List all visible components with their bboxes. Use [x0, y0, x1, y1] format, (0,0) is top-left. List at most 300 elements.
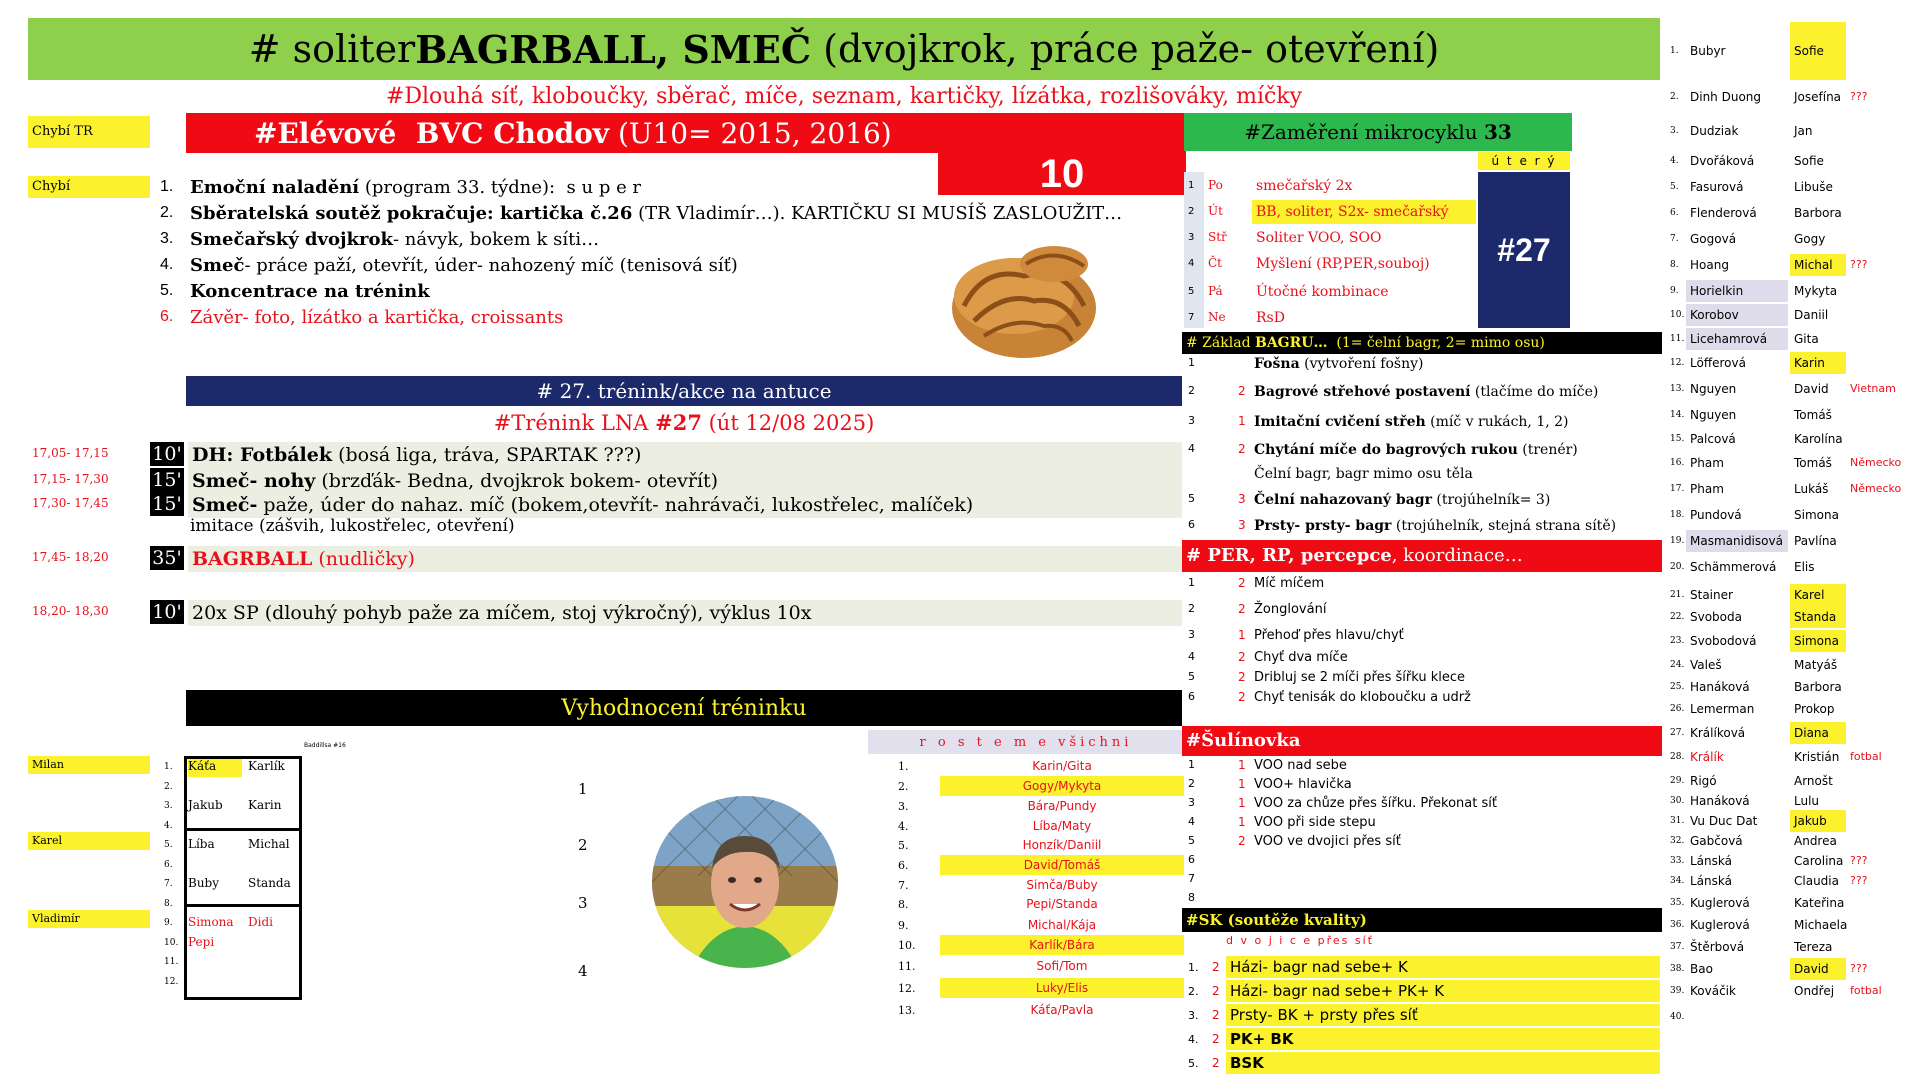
day-name: Pá	[1208, 284, 1223, 298]
quality-number: 2.	[1188, 985, 1199, 998]
group-player: Karlík	[248, 759, 285, 773]
day-number: 7	[1188, 312, 1195, 323]
group-player: Standa	[248, 876, 291, 890]
group-player: Pepi	[188, 934, 215, 949]
sulinovka-level: 1	[1238, 815, 1246, 829]
roster-surname: Pham	[1690, 456, 1724, 470]
roster-surname: Vu Duc Dat	[1690, 814, 1758, 828]
perception-item	[1182, 602, 1662, 622]
sulinovka-item	[1182, 777, 1662, 795]
roster-number: 15.	[1670, 434, 1685, 444]
schedule-row	[188, 442, 1182, 468]
day-label: ú t e r ý	[1478, 152, 1570, 170]
group-number: 10.	[164, 937, 179, 948]
roster-surname: Nguyen	[1690, 382, 1737, 396]
pair-item: David/Tomáš	[940, 855, 1184, 875]
day-strip	[1184, 172, 1204, 328]
sulinovka-level: 1	[1238, 777, 1246, 791]
roster-surname: Kuglerová	[1690, 918, 1750, 932]
perception-text: Míč míčem	[1254, 576, 1325, 591]
quality-item: Házi- bagr nad sebe+ PK+ K	[1226, 980, 1660, 1002]
pair-item: Káťa/Pavla	[1030, 1003, 1094, 1017]
quality-level: 2	[1212, 1008, 1220, 1022]
roster-surname: Palcová	[1690, 432, 1736, 446]
pair-number: 3.	[898, 800, 909, 813]
team-age: (U10= 2015, 2016)	[609, 116, 892, 150]
roster-note: Německo	[1850, 456, 1902, 469]
sulinovka-text: VOO za chůze přes šířku. Překonat síť	[1254, 796, 1497, 811]
group-player: Michal	[248, 837, 290, 851]
roster-note: ???	[1850, 962, 1868, 975]
basics-rest: Čelní bagr, bagr mimo osu těla	[1254, 466, 1473, 482]
schedule-time: 17,45- 18,20	[32, 550, 109, 564]
pairs-header: r o s t e m e všichni	[868, 730, 1184, 754]
roster-firstname: Jan	[1794, 124, 1813, 138]
roster-surname: Bao	[1690, 962, 1713, 976]
roster-surname: Flenderová	[1690, 206, 1757, 220]
pair-number: 2.	[898, 780, 909, 793]
goal-bold: Smečařský dvojkrok	[190, 228, 393, 250]
schedule-duration: 15'	[150, 492, 184, 516]
roster-number: 34.	[1670, 876, 1685, 886]
roster-number: 40.	[1670, 1012, 1685, 1022]
roster-surname: Lemerman	[1690, 702, 1755, 716]
basics-bold: Prsty- prsty- bagr	[1254, 518, 1392, 534]
day-number: 2	[1188, 206, 1195, 217]
roster-firstname: Pavlína	[1794, 534, 1837, 548]
goal-bold: Sběratelská soutěž pokračuje: kartička č.26	[190, 202, 633, 224]
training-number-bar: # 27. trénink/akce na antuce	[186, 376, 1182, 406]
roster-firstname: Barbora	[1794, 206, 1842, 220]
goal-number: 3.	[160, 230, 174, 247]
roster-surname: Hoang	[1690, 258, 1729, 272]
basics-rest: (trojúhelník, stejná strana sítě)	[1391, 518, 1617, 534]
sulinovka-number: 5	[1188, 834, 1195, 847]
basics-level: 2	[1238, 442, 1246, 456]
schedule-time: 17,15- 17,30	[32, 472, 109, 486]
training-date-prefix: #Trénink LNA	[493, 411, 656, 435]
roster-number: 14.	[1670, 410, 1685, 420]
group-player: Didi	[248, 915, 273, 929]
roster-surname: Bubyr	[1690, 44, 1726, 58]
group-number: 4.	[164, 820, 173, 831]
basics-text	[1254, 414, 1569, 430]
pair-number: 9.	[898, 919, 909, 932]
roster-firstname: Kateřina	[1794, 896, 1845, 910]
roster-firstname: Jakub	[1790, 810, 1846, 832]
basics-number: 1	[1188, 356, 1195, 369]
basics-number: 3	[1188, 414, 1195, 427]
roster-surname: Gogová	[1690, 232, 1737, 246]
roster-number: 39.	[1670, 986, 1685, 996]
roster-firstname: Barbora	[1794, 680, 1842, 694]
schedule-sub-note: imitace (zášvih, lukostřelec, otevření)	[190, 516, 515, 536]
group-player: Buby	[188, 876, 220, 890]
roster-number: 1.	[1670, 46, 1679, 56]
group-number: 12.	[164, 976, 179, 987]
coach-label-2: Karel	[28, 832, 150, 850]
roster-firstname: Tomáš	[1794, 408, 1832, 422]
basics-bold: Imitační cvičení střeh	[1254, 414, 1426, 430]
sulinovka-item	[1182, 815, 1662, 833]
quality-subtitle: d v o j i c e přes síť	[1226, 934, 1374, 947]
quality-number: 4.	[1188, 1033, 1199, 1046]
roster-surname: Svobodová	[1690, 634, 1757, 648]
perception-text: Žonglování	[1254, 602, 1327, 617]
roster-firstname: Libuše	[1794, 180, 1833, 194]
day-focus: Útočné kombinace	[1256, 284, 1389, 300]
roster-surname: Svoboda	[1690, 610, 1742, 624]
roster-firstname: Tereza	[1794, 940, 1833, 954]
basics-item	[1182, 384, 1662, 406]
schedule-time: 17,05- 17,15	[32, 446, 109, 460]
schedule-row	[188, 600, 1182, 626]
schedule-row	[188, 492, 1182, 518]
group-number: 1.	[164, 762, 173, 772]
roster-surname: Králík	[1690, 750, 1724, 764]
training-date-number: #27	[655, 410, 702, 435]
roster-note: ???	[1850, 854, 1868, 867]
group-player: Karin	[248, 798, 282, 812]
quality-item: Házi- bagr nad sebe+ K	[1226, 956, 1660, 978]
roster-number: 25.	[1670, 682, 1685, 692]
player-count: 10	[938, 153, 1186, 195]
schedule-row	[188, 546, 1182, 572]
quality-number: 3.	[1188, 1009, 1199, 1022]
goal-number: 5.	[160, 282, 174, 299]
basics-level: 1	[1238, 414, 1246, 428]
roster-surname: Fasurová	[1690, 180, 1744, 194]
perception-number: 4	[1188, 650, 1195, 663]
basics-bold: Fošna	[1254, 356, 1300, 372]
roster-number: 30.	[1670, 796, 1685, 806]
goal-item	[160, 200, 1160, 226]
roster-firstname: Karolína	[1794, 432, 1843, 446]
basics-text	[1254, 518, 1616, 534]
section-quality-title: #SK (soutěže kvality)	[1182, 908, 1662, 932]
quality-number: 1.	[1188, 961, 1199, 974]
team-name: #Elévové BVC Chodov	[254, 116, 610, 150]
schedule-time: 17,30- 17,45	[32, 496, 109, 510]
goal-text: Závěr- foto, lízátko a kartička, croissants	[190, 306, 564, 328]
day-name: Ne	[1208, 310, 1226, 324]
roster-firstname: Simona	[1790, 630, 1846, 652]
roster-surname: Dinh Duong	[1690, 90, 1762, 104]
quality-level: 2	[1212, 984, 1220, 998]
roster-surname: Licehamrová	[1686, 328, 1788, 350]
roster-number: 5.	[1670, 182, 1679, 192]
quality-item: BSK	[1226, 1052, 1660, 1074]
basics-level: 3	[1238, 492, 1246, 506]
roster-surname: Štěrbová	[1690, 940, 1745, 954]
roster-firstname: Ondřej	[1794, 984, 1835, 998]
roster-firstname: Karel	[1790, 584, 1846, 606]
missing-coach-label: Chybí TR	[28, 116, 150, 148]
schedule-text: (nudličky)	[312, 548, 415, 570]
pair-item: Honzík/Daniil	[1022, 838, 1102, 852]
title-bold: BAGRBALL, SMEČ	[415, 26, 812, 72]
day-focus: Soliter VOO, SOO	[1256, 230, 1382, 246]
roster-firstname: Diana	[1790, 722, 1846, 744]
roster-number: 12.	[1670, 358, 1685, 368]
goal-number: 4.	[160, 256, 174, 273]
roster-number: 11.	[1670, 334, 1685, 344]
section-sulinovka-title: #Šulínovka	[1182, 726, 1662, 756]
roster-surname: Dvořáková	[1690, 154, 1755, 168]
sulinovka-item	[1182, 853, 1662, 871]
basics-rest: (tlačíme do míče)	[1470, 384, 1599, 400]
roster-surname: Horielkin	[1686, 280, 1788, 302]
basics-number: 6	[1188, 518, 1195, 531]
roster-firstname: Elis	[1794, 560, 1815, 574]
perception-item	[1182, 650, 1662, 670]
quality-level: 2	[1212, 1032, 1220, 1046]
roster-number: 28.	[1670, 752, 1685, 762]
goal-item	[160, 174, 1160, 200]
coach-label-3: Vladimír	[28, 910, 150, 928]
sulinovka-item	[1182, 758, 1662, 776]
basics-rest: (vytvoření fošny)	[1299, 356, 1424, 372]
basics-level: 3	[1238, 518, 1246, 532]
sulinovka-number: 1	[1188, 758, 1195, 771]
roster-surname: Schämmerová	[1690, 560, 1777, 574]
roster-surname: Pundová	[1690, 508, 1742, 522]
group-number: 8.	[164, 898, 173, 909]
roster-firstname: Sofie	[1790, 22, 1846, 80]
basics-rest: (míč v rukách, 1, 2)	[1425, 414, 1569, 430]
perception-number: 1	[1188, 576, 1195, 589]
roster-number: 37.	[1670, 942, 1685, 952]
perception-item	[1182, 690, 1662, 710]
roster-firstname: Josefína	[1794, 90, 1842, 104]
basics-title-a: # Základ	[1186, 335, 1255, 351]
roster-firstname: Daniil	[1794, 308, 1829, 322]
pair-item: Michal/Kája	[1027, 918, 1097, 932]
roster-note: Vietnam	[1850, 382, 1896, 395]
basics-bold: Čelní nahazovaný bagr	[1254, 492, 1432, 508]
roster-number: 35.	[1670, 898, 1685, 908]
group-player: Káťa	[188, 759, 242, 777]
roster-number: 17.	[1670, 484, 1685, 494]
perception-level: 1	[1238, 628, 1246, 642]
roster-number: 38.	[1670, 964, 1685, 974]
group-divider	[184, 828, 302, 831]
basics-number: 5	[1188, 492, 1195, 505]
roster-firstname: Standa	[1790, 606, 1846, 628]
perception-item	[1182, 628, 1662, 648]
roster-number: 21.	[1670, 590, 1685, 600]
equipment-list: #Dlouhá síť, kloboučky, sběrač, míče, seznam, kartičky, lízátka, rozlišováky, míčky	[385, 84, 1303, 109]
roster-number: 3.	[1670, 126, 1679, 136]
quality-level: 2	[1212, 1056, 1220, 1070]
roster-firstname: Prokop	[1794, 702, 1835, 716]
roster-number: 7.	[1670, 234, 1679, 244]
day-focus: smečařský 2x	[1256, 178, 1353, 194]
perception-level: 2	[1238, 602, 1246, 616]
pair-number: 7.	[898, 879, 909, 892]
roster-firstname: Kristián	[1794, 750, 1840, 764]
goal-number: 6.	[160, 308, 174, 325]
roster-surname: Gabčová	[1690, 834, 1743, 848]
schedule-row	[188, 468, 1182, 494]
quality-level: 2	[1212, 960, 1220, 974]
sulinovka-number: 8	[1188, 891, 1195, 904]
group-number: 7.	[164, 879, 173, 889]
schedule-duration: 10'	[150, 600, 184, 624]
day-focus: Myšlení (RP,PER,souboj)	[1256, 256, 1430, 272]
roster-number: 10.	[1670, 310, 1685, 320]
perception-level: 2	[1238, 670, 1246, 684]
group-number: 3.	[164, 801, 173, 811]
roster-firstname: Gogy	[1794, 232, 1826, 246]
roster-number: 26.	[1670, 704, 1685, 714]
roster-surname: Kuglerová	[1690, 896, 1750, 910]
section-basics-title	[1182, 332, 1662, 354]
basics-rest: (trenér)	[1517, 442, 1578, 458]
roster-firstname: Lulu	[1794, 794, 1820, 808]
pair-item: Simča/Buby	[1026, 878, 1098, 892]
roster-number: 32.	[1670, 836, 1685, 846]
roster-surname: Králíková	[1690, 726, 1746, 740]
roster-firstname: Simona	[1794, 508, 1839, 522]
goal-text: (program 33. týdne): s u p e r	[359, 176, 642, 198]
perception-level: 2	[1238, 690, 1246, 704]
group-player: Líba	[188, 837, 215, 851]
roster-note: fotbal	[1850, 750, 1882, 763]
schedule-text: paže, úder do nahaz. míč (bokem,otevřít- nahrávači, lukostřelec, malíček)	[257, 494, 974, 516]
schedule-duration: 35'	[150, 546, 184, 570]
sulinovka-text: VOO ve dvojici přes síť	[1254, 834, 1401, 849]
roster-firstname: Arnošt	[1794, 774, 1833, 788]
group-number: 6.	[164, 859, 173, 870]
roster-firstname: Mykyta	[1794, 284, 1838, 298]
missing-label: Chybí	[28, 176, 150, 198]
sulinovka-number: 4	[1188, 815, 1195, 828]
pair-number: 11.	[898, 960, 916, 973]
roster-firstname: Michal	[1790, 254, 1846, 276]
microcycle-label: #Zaměření mikrocyklu	[1244, 120, 1484, 144]
evaluation-title: Vyhodnocení tréninku	[186, 690, 1182, 726]
perception-item	[1182, 670, 1662, 690]
pair-number: 12.	[898, 982, 916, 995]
roster-number: 22.	[1670, 612, 1685, 622]
roster-surname: Rigó	[1690, 774, 1717, 788]
roster-surname: Löfferová	[1690, 356, 1746, 370]
roster-number: 33.	[1670, 856, 1685, 866]
day-name: Čt	[1208, 256, 1223, 270]
roster-firstname: Michaela	[1794, 918, 1848, 932]
roster-surname: Hanáková	[1690, 794, 1750, 808]
roster-surname: Dudziak	[1690, 124, 1739, 138]
basics-text	[1254, 384, 1598, 400]
microcycle-title	[1184, 113, 1572, 151]
day-number: 4	[1188, 258, 1195, 269]
sulinovka-level: 1	[1238, 796, 1246, 810]
sulinovka-number: 6	[1188, 853, 1195, 866]
roster-surname: Lánská	[1690, 854, 1732, 868]
roster-number: 6.	[1670, 208, 1679, 218]
pair-number: 1.	[898, 760, 909, 773]
basics-text	[1254, 442, 1578, 458]
group-number: 9.	[164, 918, 173, 928]
roster-number: 18.	[1670, 510, 1685, 520]
schedule-duration: 10'	[150, 442, 184, 466]
schedule-bold: Smeč-	[192, 494, 258, 516]
day-number: 1	[1188, 180, 1195, 191]
sulinovka-level: 2	[1238, 834, 1246, 848]
pair-number: 6.	[898, 859, 909, 872]
perception-text: Dribluj se 2 míči přes šířku klece	[1254, 670, 1466, 685]
roster-note: Německo	[1850, 482, 1902, 495]
perception-title-b: , koordinace…	[1391, 545, 1523, 566]
roster-surname: Hanáková	[1690, 680, 1750, 694]
pair-item: Gogy/Mykyta	[940, 776, 1184, 796]
sulinovka-text: VOO nad sebe	[1254, 758, 1347, 773]
sulinovka-number: 7	[1188, 872, 1195, 885]
group-number: 5.	[164, 840, 173, 850]
sulinovka-number: 2	[1188, 777, 1195, 790]
basics-item	[1182, 414, 1662, 436]
microcycle-number: 33	[1483, 120, 1512, 144]
title-prefix: # soliter	[248, 27, 416, 71]
sulinovka-item	[1182, 891, 1662, 909]
roster-number: 36.	[1670, 920, 1685, 930]
perception-text: Chyť dva míče	[1254, 650, 1348, 665]
schedule-bold: BAGRBALL	[192, 548, 313, 570]
basics-item	[1182, 356, 1662, 378]
day-focus: RsD	[1256, 310, 1285, 326]
goal-text: (TR Vladimír…). KARTIČKU SI MUSÍŠ ZASLOUŽIT…	[632, 202, 1123, 224]
roster-firstname: Andrea	[1794, 834, 1837, 848]
section-perception-title	[1182, 540, 1662, 572]
group-number: 11.	[164, 957, 179, 967]
roster-surname: Korobov	[1686, 304, 1788, 326]
roster-firstname: Karin	[1790, 352, 1846, 374]
basics-bold: Bagrové střehové postavení	[1254, 384, 1471, 400]
group-player: Simona	[188, 915, 234, 929]
roster-number: 29.	[1670, 776, 1685, 786]
roster-firstname: Lukáš	[1794, 482, 1829, 496]
roster-number: 13.	[1670, 384, 1685, 394]
perception-level: 2	[1238, 650, 1246, 664]
schedule-time: 18,20- 18,30	[32, 604, 109, 618]
day-number: 5	[1188, 286, 1195, 297]
pair-number: 10.	[898, 939, 916, 952]
ranking-number: 2	[578, 836, 588, 854]
roster-surname: Nguyen	[1690, 408, 1737, 422]
basics-number: 4	[1188, 442, 1195, 455]
perception-number: 5	[1188, 670, 1195, 683]
title-suffix: (dvojkrok, práce paže- otevření)	[811, 27, 1440, 71]
roster-note: ???	[1850, 90, 1868, 103]
basics-text	[1254, 356, 1423, 372]
pair-item: Luky/Elis	[940, 978, 1184, 998]
training-date	[186, 410, 1182, 438]
quality-item: PK+ BK	[1226, 1028, 1660, 1050]
pair-number: 13.	[898, 1004, 916, 1017]
day-number: 3	[1188, 232, 1195, 243]
roster-number: 8.	[1670, 260, 1679, 270]
sulinovka-number: 3	[1188, 796, 1195, 809]
coach-label-1: Milan	[28, 756, 150, 774]
day-focus: BB, soliter, S2x- smečařský	[1252, 200, 1476, 224]
roster-number: 2.	[1670, 92, 1679, 102]
sulinovka-level: 1	[1238, 758, 1246, 772]
schedule-text: (bosá liga, tráva, SPARTAK ???)	[332, 444, 642, 466]
basics-title-b: BAGRU…	[1254, 335, 1328, 351]
basics-item	[1182, 442, 1662, 464]
ranking-number: 1	[578, 780, 588, 798]
